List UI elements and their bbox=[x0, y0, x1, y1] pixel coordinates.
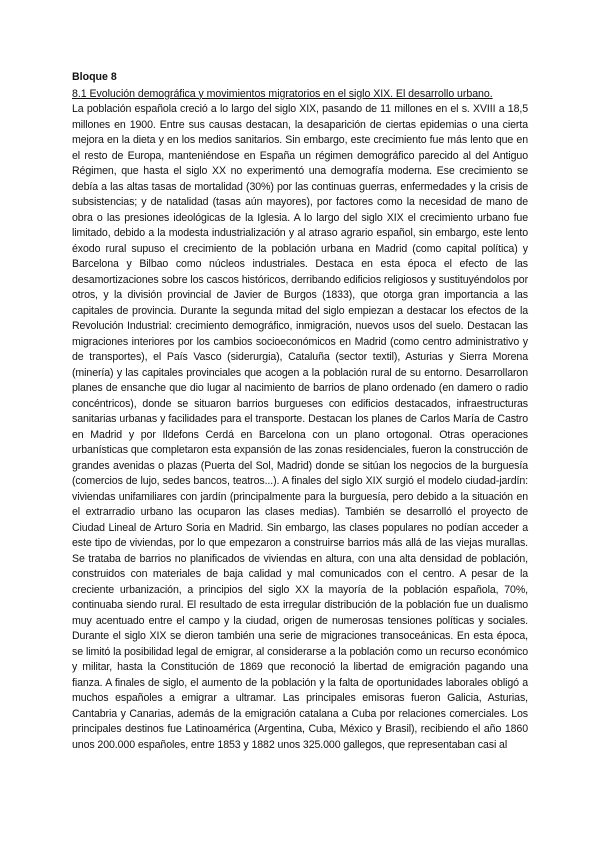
block-title: Bloque 8 bbox=[72, 71, 117, 83]
section-title: 8.1 Evolución demográfica y movimientos migratorios en el siglo XIX. El desarrollo urbano. bbox=[72, 87, 493, 100]
document-page bbox=[72, 70, 528, 753]
body-paragraph: La población española creció a lo largo del siglo XIX, pasando de 11 millones en el s. XVIII a 18,5 millones en 1900. Entre sus causas destacan, la desaparición de ciertas epidemias o una cierta mejora en la dieta y en los medios sanitarios. Sin embargo, este crecimiento fue más lento que en el resto de Europa, manteniéndose en España un régimen demográfico parecido al del Antiguo Régimen, que hasta el siglo XX no experimentó una demografía moderna. Ese crecimiento se debía a las altas tasas de mortalidad (30%) por las continuas guerras, enfermedades y la crisis de subsistencias; y de natalidad (tasas aún mayores), por factores como la necesidad de mano de obra o las presiones ideológicas de la Iglesia. A lo largo del siglo XIX el crecimiento urbano fue limitado, debido a la modesta industrialización y al atraso agrario español, sin embargo, este lento éxodo rural supuso el crecimiento de la población urbana en Madrid (como capital política) y Barcelona y Bilbao como núcleos industriales. Destaca en esta época el efecto de las desamortizaciones sobre los cascos históricos, derribando edificios religiosos y sustituyéndolos por otros, y la división provincial de Javier de Burgos (1833), que otorga gran importancia a las capitales de provincia. Durante la segunda mitad del siglo empiezan a destacar los efectos de la Revolución Industrial: crecimiento demográfico, inmigración, nuevos usos del suelo. Destacan las migraciones interiores por los cambios socioeconómicos en Madrid (como centro administrativo y de transportes), el País Vasco (siderurgia), Cataluña (sector textil), Asturias y Sierra Morena (minería) y las capitales provinciales que acogen a la población rural de su entorno. Desarrollaron planes de ensanche que dio lugar al nacimiento de barrios de plano ordenado (en damero o radio concéntricos), donde se situaron barrios burgueses con edificios destacados, infraestructuras sanitarias urbanas y facilidades para el transporte. Destacan los planes de Carlos María de Castro en Madrid y por Ildefons Cerdá en Barcelona con un plano ortogonal. Otras operaciones urbanísticas que completaron esta expansión de las zonas residenciales, fueron la construcción de grandes avenidas o plazas (Puerta del Sol, Madrid) donde se sitúan los negocios de la burguesía (comercios de lujo, sedes bancos, teatros...). A finales del siglo XIX surgió el modelo ciudad-jardín: viviendas unifamiliares con jardín (principalmente para la burguesía, pero debido a la situación en el extrarradio urbano las ocuparon las clases medias). También se desarrolló el proyecto de Ciudad Lineal de Arturo Soria en Madrid. Sin embargo, las clases populares no podían acceder a este tipo de viviendas, por lo que empezaron a construirse barrios más allá de las viejas murallas. Se trataba de barrios no planificados de viviendas en altura, con una alta densidad de población, construidos con materiales de baja calidad y mal comunicados con el centro. A pesar de la creciente urbanización, a principios del siglo XX la mayoría de la población española, 70%, continuaba siendo rural. El resultado de esta irregular distribución de la población fue un dualismo muy acentuado entre el campo y la ciudad, origen de numerosas tensiones políticas y sociales. Durante el siglo XIX se dieron también una serie de migraciones transoceánicas. En esta época, se limitó la posibilidad legal de emigrar, al considerarse a la población como un recurso económico y militar, hasta la Constitución de 1869 que reconoció la libertad de emigración pagando una fianza. A finales de siglo, el aumento de la población y la falta de oportunidades laborales obligó a muchos españoles a emigrar a ultramar. Las principales emisoras fueron Galicia, Asturias, Cantabria y Canarias, además de la emigración catalana a Cuba por relaciones comerciales. Los principales destinos fue Latinoamérica (Argentina, Cuba, México y Brasil), recibiendo el año 1860 unos 200.000 españoles, entre 1853 y 1882 unos 325.000 gallegos, que representaban casi al bbox=[72, 103, 528, 751]
